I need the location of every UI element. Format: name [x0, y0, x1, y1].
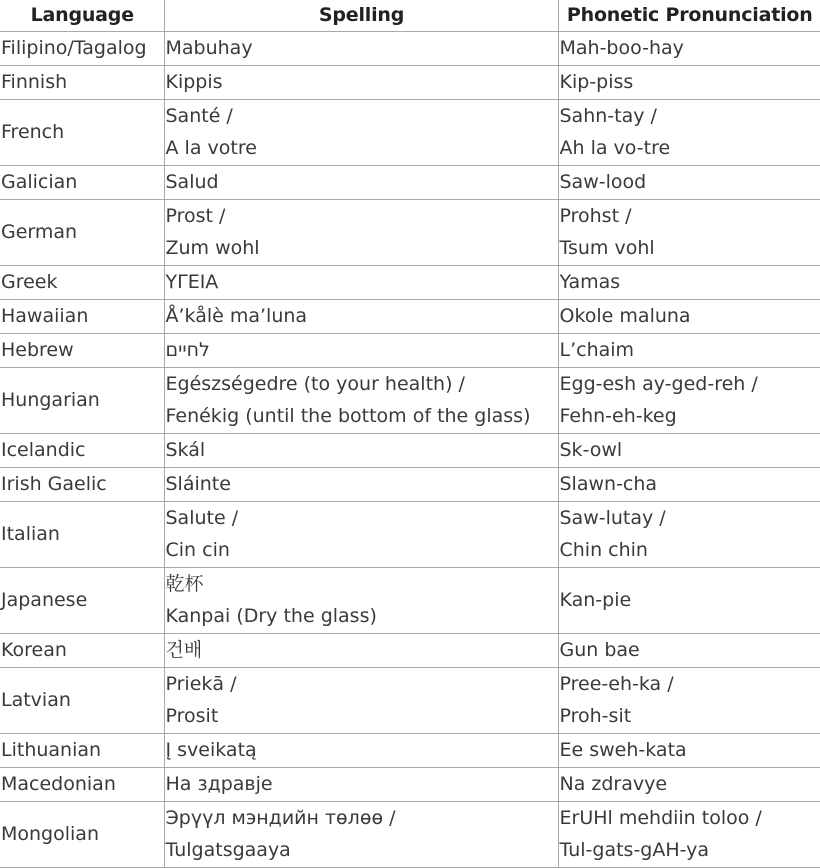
spelling-line: Kanpai (Dry the glass)	[165, 605, 377, 627]
spelling-cell	[164, 165, 558, 199]
table-row	[0, 265, 820, 299]
spelling-cell	[164, 733, 558, 767]
language-cell: French	[0, 99, 164, 165]
spelling-line: Salud	[165, 171, 219, 193]
table-row	[0, 733, 820, 767]
spelling-cell	[164, 667, 558, 733]
spelling-line: Prosit	[165, 705, 219, 727]
phonetic-cell	[558, 801, 820, 867]
table-row	[0, 367, 820, 433]
phonetic-cell	[558, 299, 820, 333]
spelling-line: 乾杯	[165, 573, 204, 595]
spelling-line: Å’kålè ma’luna	[165, 305, 308, 327]
phonetic-line: Fehn-eh-keg	[559, 405, 677, 427]
phonetic-cell	[558, 265, 820, 299]
language-cell: Mongolian	[0, 801, 164, 867]
spelling-line: Salute /	[165, 507, 239, 529]
spelling-line: Sláinte	[165, 473, 231, 495]
phonetic-line: Yamas	[559, 271, 621, 293]
spelling-line: Kippis	[165, 71, 223, 93]
language-cell: Macedonian	[0, 767, 164, 801]
spelling-line: A la votre	[165, 137, 257, 159]
spelling-line: Į sveikatą	[165, 739, 257, 761]
phonetic-line: Slawn-cha	[559, 473, 658, 495]
language-cell: Finnish	[0, 65, 164, 99]
spelling-line: Santé /	[165, 105, 233, 127]
spelling-line: Cin cin	[165, 539, 230, 561]
spelling-cell	[164, 501, 558, 567]
spelling-cell	[164, 433, 558, 467]
language-cell: Lithuanian	[0, 733, 164, 767]
table-row	[0, 199, 820, 265]
spelling-cell	[164, 467, 558, 501]
phonetic-line: Na zdravye	[559, 773, 668, 795]
phonetic-line: Okole maluna	[559, 305, 691, 327]
language-cell: Icelandic	[0, 433, 164, 467]
language-cell: Japanese	[0, 567, 164, 633]
phonetic-line: Kip-piss	[559, 71, 634, 93]
spelling-line: Zum wohl	[165, 237, 260, 259]
spelling-line: Priekā /	[165, 673, 237, 695]
table-row	[0, 65, 820, 99]
language-cell: Galician	[0, 165, 164, 199]
language-cell: Latvian	[0, 667, 164, 733]
table-row	[0, 333, 820, 367]
language-cell: German	[0, 199, 164, 265]
spelling-line: Mabuhay	[165, 37, 253, 59]
table-row	[0, 633, 820, 667]
spelling-line: Эрүүл мэндийн төлөө /	[165, 807, 396, 829]
spelling-cell	[164, 65, 558, 99]
phonetic-line: Sk-owl	[559, 439, 623, 461]
phonetic-cell	[558, 333, 820, 367]
phonetic-line: Kan-pie	[559, 589, 632, 611]
language-cell: Korean	[0, 633, 164, 667]
spelling-line: Tulgatsgaaya	[165, 839, 291, 861]
phonetic-line: Saw-lutay /	[559, 507, 666, 529]
spelling-line: Skál	[165, 439, 206, 461]
spelling-line: Egészségedre (to your health) /	[165, 373, 465, 395]
table-row	[0, 767, 820, 801]
phonetic-cell	[558, 199, 820, 265]
phonetic-line: Mah-boo-hay	[559, 37, 684, 59]
table-row	[0, 31, 820, 65]
header-language: Language	[0, 0, 164, 31]
language-cell: Hawaiian	[0, 299, 164, 333]
header-spelling: Spelling	[164, 0, 558, 31]
language-cell: Filipino/Tagalog	[0, 31, 164, 65]
table-row	[0, 165, 820, 199]
spelling-line: ΥΓΕΙΑ	[165, 271, 219, 293]
phonetic-cell	[558, 501, 820, 567]
phonetic-cell	[558, 733, 820, 767]
phonetic-cell	[558, 433, 820, 467]
table-row	[0, 567, 820, 633]
table-row	[0, 99, 820, 165]
phonetic-line: Gun bae	[559, 639, 640, 661]
phonetic-line: Tsum vohl	[559, 237, 655, 259]
phonetic-cell	[558, 65, 820, 99]
phonetic-cell	[558, 165, 820, 199]
phonetic-cell	[558, 367, 820, 433]
spelling-line: На здравје	[165, 773, 273, 795]
table-row	[0, 501, 820, 567]
phonetic-line: Sahn-tay /	[559, 105, 657, 127]
language-cell: Hungarian	[0, 367, 164, 433]
spelling-cell	[164, 299, 558, 333]
phonetic-line: Proh-sit	[559, 705, 632, 727]
spelling-cell	[164, 801, 558, 867]
spelling-line: Fenékig (until the bottom of the glass)	[165, 405, 531, 427]
spelling-cell	[164, 99, 558, 165]
spelling-line: לחיים	[165, 339, 210, 361]
phonetic-line: Ee sweh-kata	[559, 739, 687, 761]
language-cell: Italian	[0, 501, 164, 567]
phonetic-cell	[558, 467, 820, 501]
language-cell: Irish Gaelic	[0, 467, 164, 501]
language-cell: Hebrew	[0, 333, 164, 367]
phonetic-line: Pree-eh-ka /	[559, 673, 674, 695]
table-row	[0, 433, 820, 467]
phonetic-line: Tul-gats-gAH-ya	[559, 839, 710, 861]
spelling-line: 건배	[165, 639, 203, 661]
language-cell: Greek	[0, 265, 164, 299]
phonetic-cell	[558, 767, 820, 801]
phonetic-line: Saw-lood	[559, 171, 647, 193]
spelling-cell	[164, 31, 558, 65]
phonetic-line: Chin chin	[559, 539, 648, 561]
phonetic-line: L’chaim	[559, 339, 635, 361]
header-phonetic: Phonetic Pronunciation	[558, 0, 820, 31]
phonetic-line: Egg-esh ay-ged-reh /	[559, 373, 758, 395]
spelling-cell	[164, 633, 558, 667]
spelling-cell	[164, 333, 558, 367]
header-row	[0, 0, 820, 31]
spelling-line: Prost /	[165, 205, 226, 227]
phonetic-line: Prohst /	[559, 205, 632, 227]
phonetic-line: Ah la vo-tre	[559, 137, 671, 159]
phonetic-line: ErUHl mehdiin toloo /	[559, 807, 762, 829]
spelling-cell	[164, 367, 558, 433]
phonetic-cell	[558, 633, 820, 667]
spelling-cell	[164, 199, 558, 265]
table-row	[0, 667, 820, 733]
phonetic-cell	[558, 99, 820, 165]
table-row	[0, 299, 820, 333]
table-row	[0, 801, 820, 867]
spelling-cell	[164, 567, 558, 633]
phonetic-cell	[558, 567, 820, 633]
spelling-cell	[164, 265, 558, 299]
table-row	[0, 467, 820, 501]
phonetic-cell	[558, 31, 820, 65]
table-body	[0, 31, 820, 867]
phonetic-cell	[558, 667, 820, 733]
spelling-cell	[164, 767, 558, 801]
